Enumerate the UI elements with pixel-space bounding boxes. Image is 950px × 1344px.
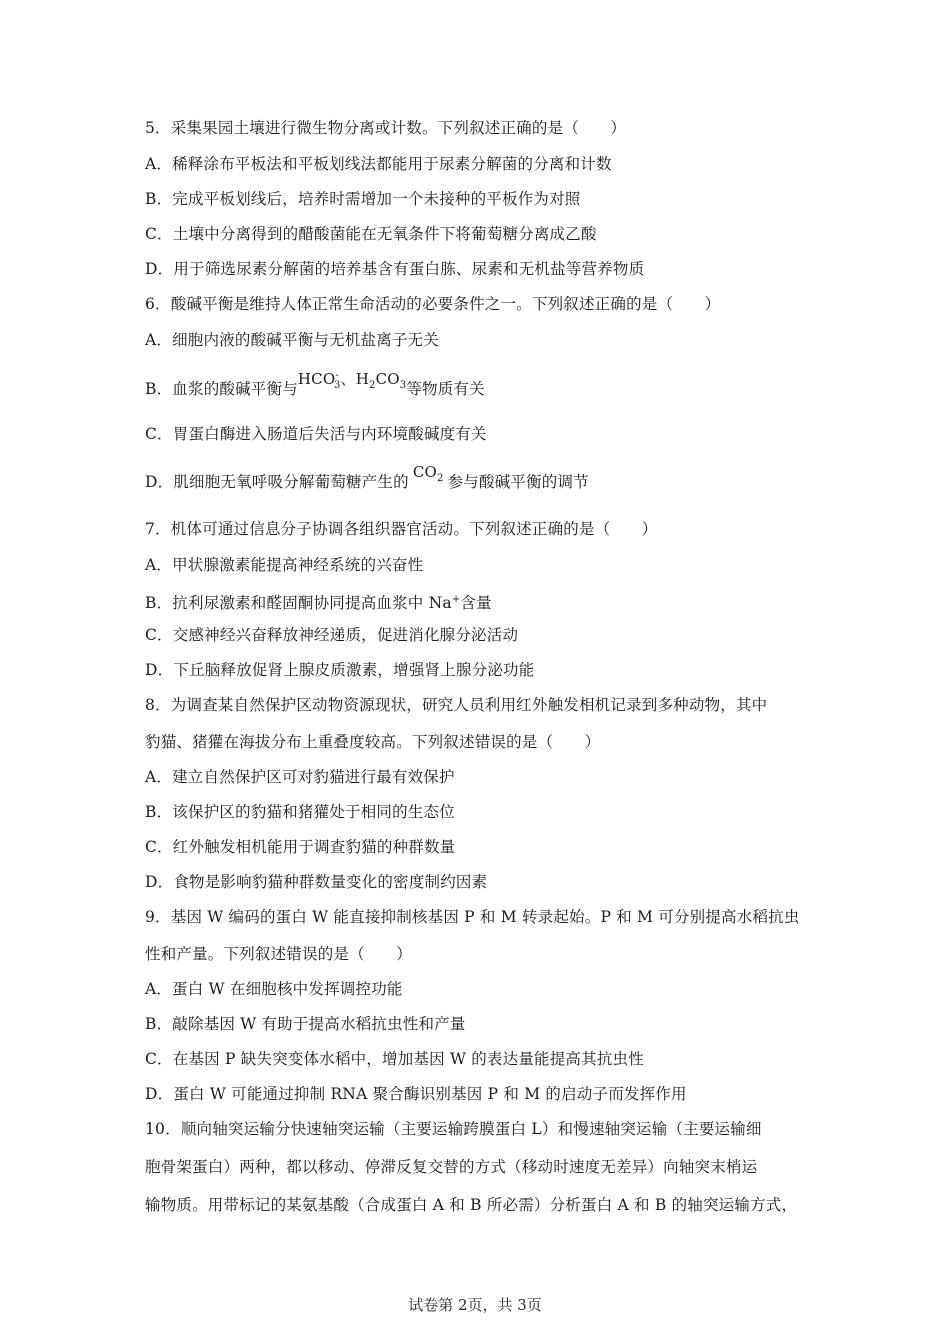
q6-option-c: C．胃蛋白酶进入肠道后失活与内环境酸碱度有关 (145, 425, 487, 443)
q7-option-a: A．甲状腺激素能提高神经系统的兴奋性 (145, 556, 424, 574)
q5-option-a: A．稀释涂布平板法和平板划线法都能用于尿素分解菌的分离和计数 (145, 155, 612, 173)
q8-stem-line2: 豹猫、猪獾在海拔分布上重叠度较高。下列叙述错误的是（ ） (145, 733, 601, 751)
q7-option-b (145, 590, 492, 613)
q6-stem: 6．酸碱平衡是维持人体正常生命活动的必要条件之一。下列叙述正确的是（ ） (145, 295, 721, 313)
q8-option-d: D．食物是影响豹猫种群数量变化的密度制约因素 (145, 873, 488, 891)
page-footer: 试卷第 2页，共 3页 (408, 1296, 542, 1314)
q7-option-b-prefix: B．抗利尿激素和醛固酮协同提高血浆中 Na (145, 594, 452, 613)
q10-line2: 胞骨架蛋白）两种，都以移动、停滞反复交替的方式（移动时速度无差异）向轴突末梢运 (145, 1158, 758, 1176)
q7-stem: 7．机体可通过信息分子协调各组织器官活动。下列叙述正确的是（ ） (145, 520, 658, 538)
q7-option-d: D．下丘脑释放促肾上腺皮质激素，增强肾上腺分泌功能 (145, 661, 535, 679)
q8-option-c: C．红外触发相机能用于调查豹猫的种群数量 (145, 838, 456, 856)
q6-option-a: A．细胞内液的酸碱平衡与无机盐离子无关 (145, 331, 439, 349)
q9-option-d: D．蛋白 W 可能通过抑制 RNA 聚合酶识别基因 P 和 M 的启动子而发挥作用 (145, 1085, 687, 1103)
q10-line1: 10．顺向轴突运输分快速轴突运输（主要运输跨膜蛋白 L）和慢速轴突运输（主要运输细 (145, 1120, 762, 1138)
q6-option-d-prefix: D．肌细胞无氧呼吸分解葡萄糖产生的 (145, 473, 409, 491)
q6-option-b-suffix: 等物质有关 (406, 380, 485, 398)
q9-stem-line1: 9．基因 W 编码的蛋白 W 能直接抑制核基因 P 和 M 转录起始。P 和 M 可分别提高水稻抗虫 (145, 908, 800, 926)
q5-option-c: C．土壤中分离得到的醋酸菌能在无氧条件下将葡萄糖分离成乙酸 (145, 225, 597, 243)
q9-option-c: C．在基因 P 缺失突变体水稻中，增加基因 W 的表达量能提高其抗虫性 (145, 1050, 644, 1068)
q6-option-d (145, 463, 589, 499)
q5-option-b: B．完成平板划线后，培养时需增加一个未接种的平板作为对照 (145, 190, 581, 208)
q9-option-a: A．蛋白 W 在细胞核中发挥调控功能 (145, 980, 403, 998)
q7-option-c: C．交感神经兴奋释放神经递质，促进消化腺分泌活动 (145, 626, 519, 644)
q9-option-b: B．敲除基因 W 有助于提高水稻抗虫性和产量 (145, 1015, 466, 1033)
q6-option-b-prefix: B．血浆的酸碱平衡与 (145, 380, 298, 398)
q8-option-a: A．建立自然保护区可对豹猫进行最有效保护 (145, 768, 455, 786)
q6-option-b (145, 370, 485, 406)
q7-option-b-sup: + (451, 594, 461, 605)
co2-formula: $CO_2$ (412, 463, 444, 484)
q10-line3: 输物质。用带标记的某氨基酸（合成蛋白 A 和 B 所必需）分析蛋白 A 和 B 的轴突运输方式， (145, 1196, 798, 1214)
q5-stem: 5．采集果园土壤进行微生物分离或计数。下列叙述正确的是（ ） (145, 119, 627, 137)
q8-option-b: B．该保护区的豹猫和猪獾处于相同的生态位 (145, 803, 455, 821)
q8-stem-line1: 8．为调查某自然保护区动物资源现状，研究人员利用红外触发相机记录到多种动物，其中 (145, 696, 768, 714)
bicarbonate-carbonic-formula: $HCO^-_3$、$H_2CO_3$ (297, 370, 407, 391)
q6-option-d-suffix: 参与酸碱平衡的调节 (447, 473, 589, 491)
q7-option-b-suffix: 含量 (460, 594, 492, 613)
q9-stem-line2: 性和产量。下列叙述错误的是（ ） (145, 945, 412, 963)
q5-option-d: D．用于筛选尿素分解菌的培养基含有蛋白胨、尿素和无机盐等营养物质 (145, 260, 645, 278)
